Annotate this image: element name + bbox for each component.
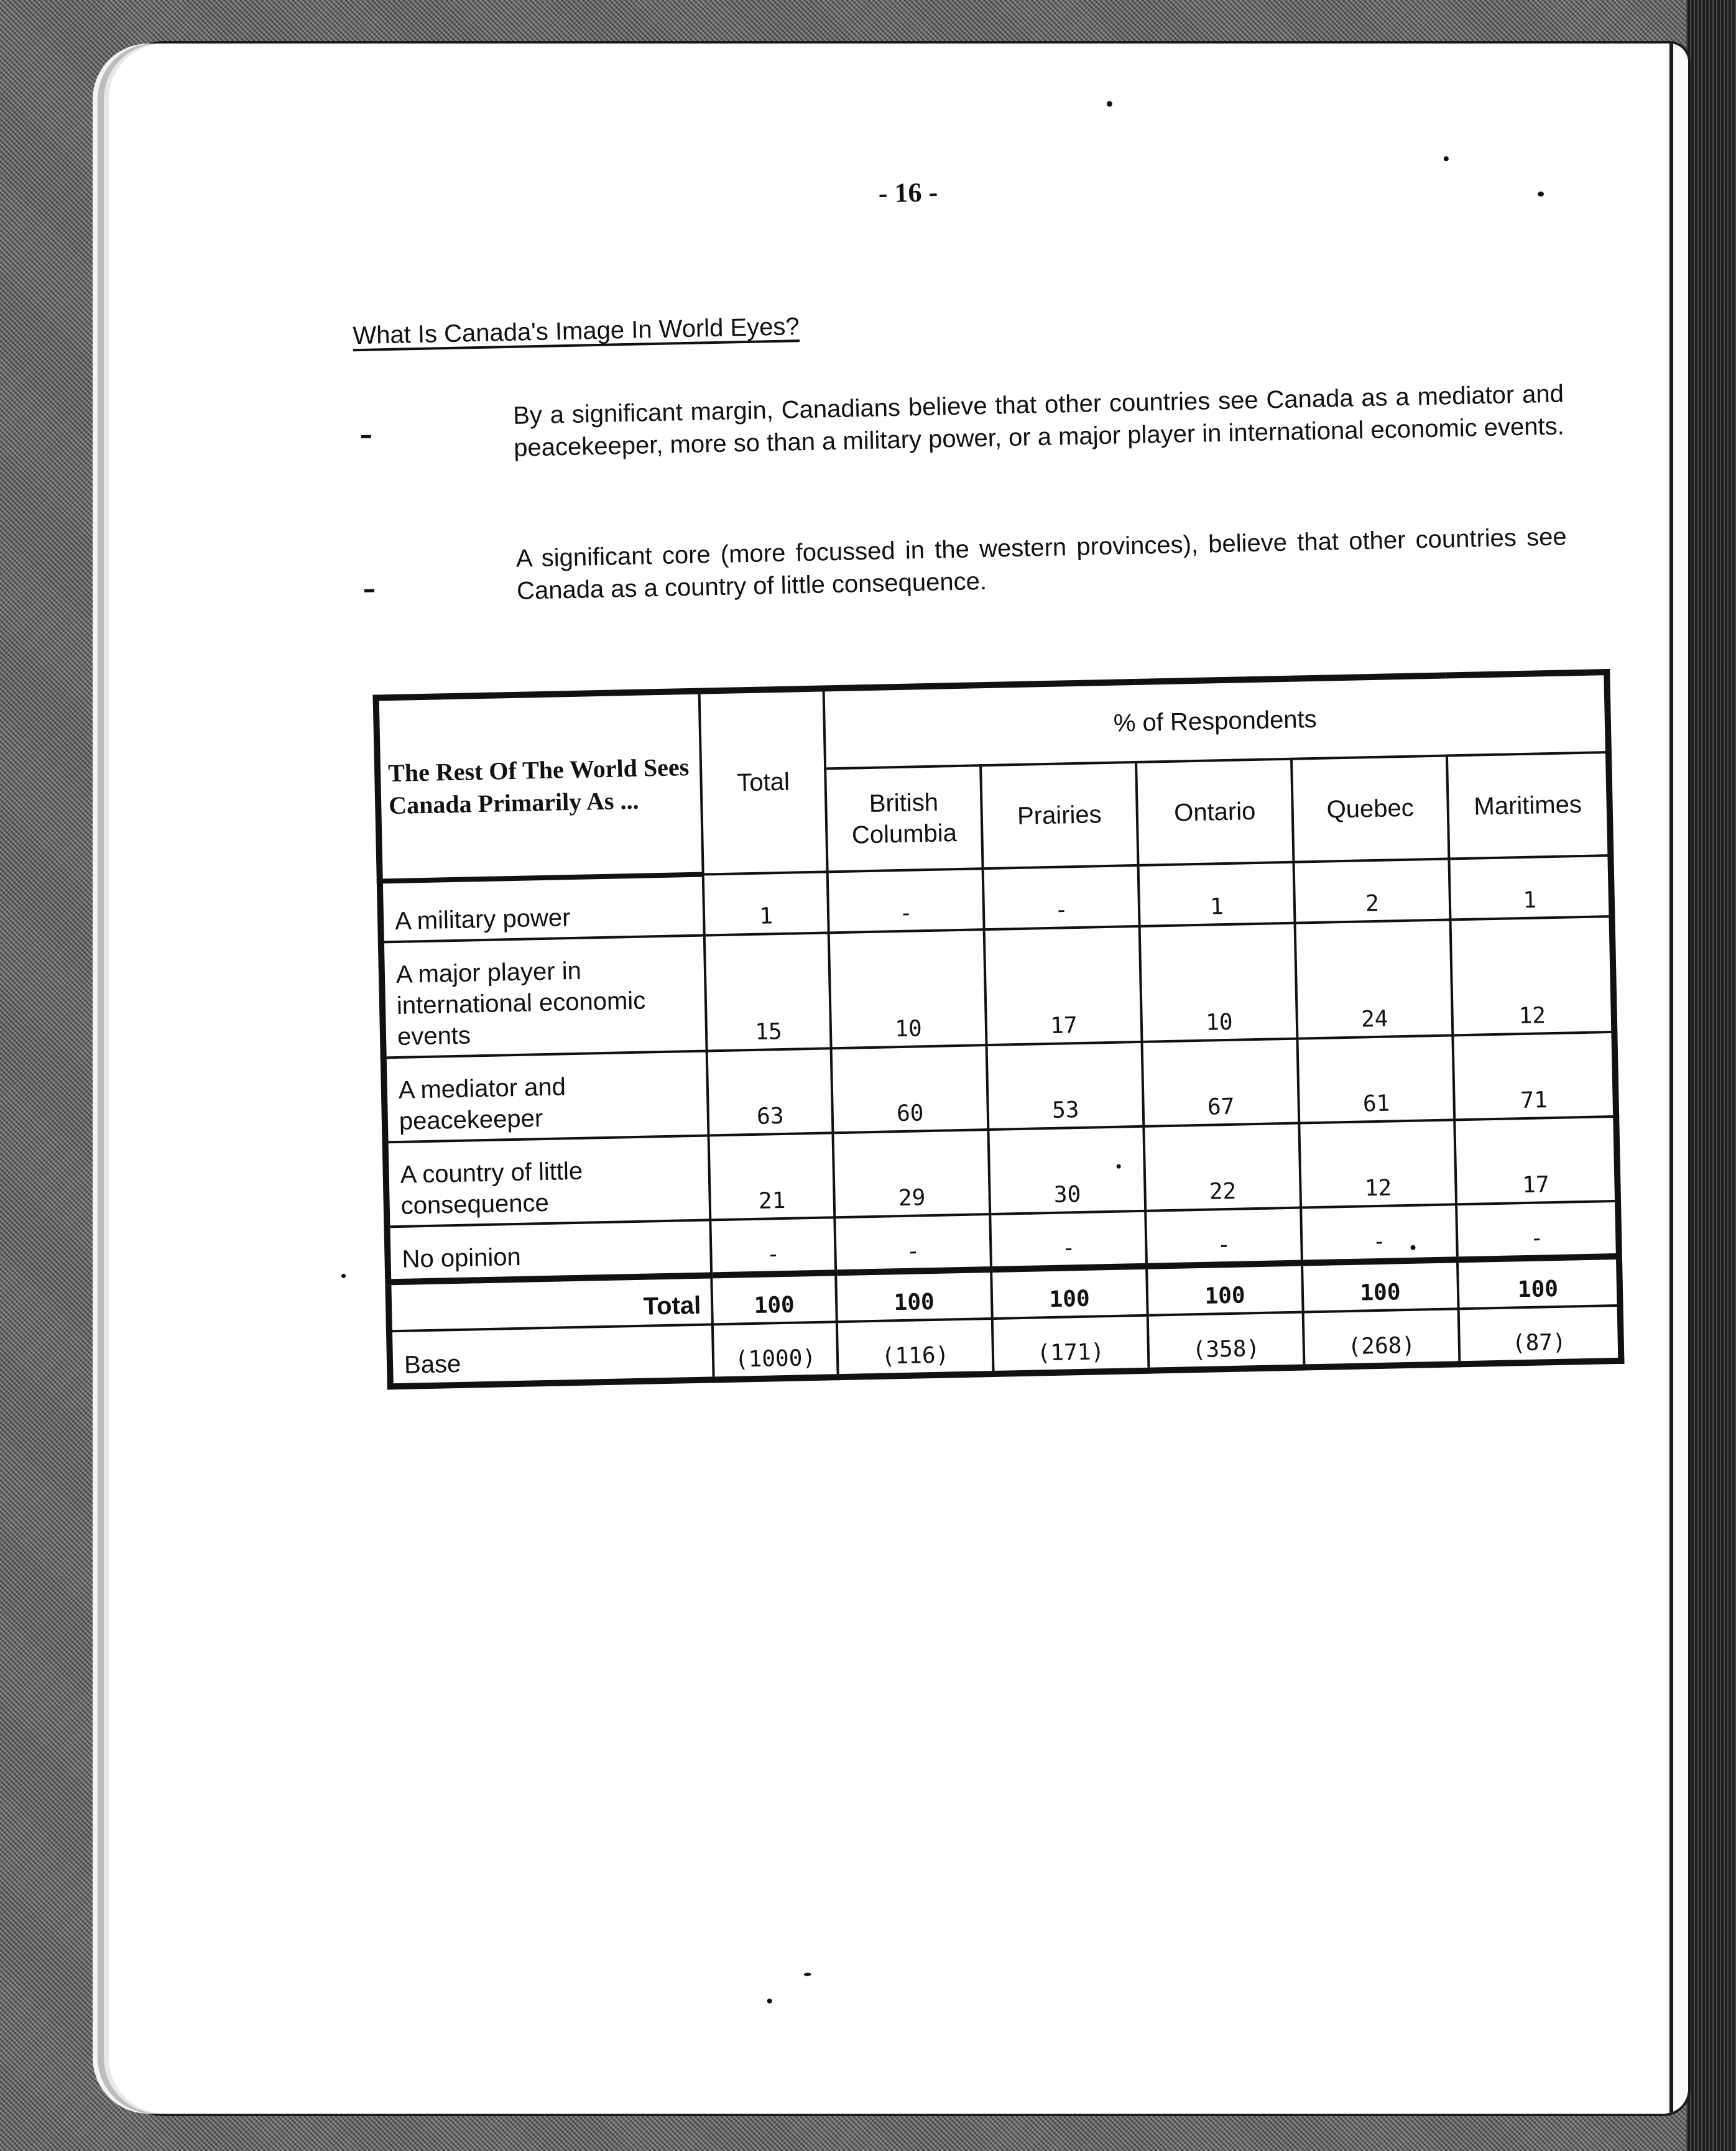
cell-british-columbia: - [834,1214,991,1273]
region-header-ontario: Ontario [1136,759,1293,865]
cell-ontario: 1 [1138,862,1295,926]
page-number: - 16 - [878,177,938,209]
cell-prairies: (171) [992,1315,1149,1374]
cell-ontario: - [1145,1208,1302,1266]
bullet-dash-2 [364,589,374,592]
scan-speck [804,1973,811,1976]
section-title: What Is Canada's Image In World Eyes? [352,313,800,350]
cell-quebec: 12 [1299,1120,1456,1207]
scan-speck [1444,156,1449,161]
cell-total: 15 [704,933,831,1051]
cell-british-columbia: 29 [833,1130,990,1217]
respondents-group-header: % of Respondents [823,672,1608,768]
region-header-prairies: Prairies [981,762,1138,868]
cell-ontario: 100 [1147,1263,1303,1315]
row-label: A mediator and peacekeeper [384,1051,709,1143]
cell-british-columbia: - [828,868,984,933]
cell-prairies: - [983,865,1140,929]
region-header-quebec: Quebec [1291,755,1449,862]
cell-maritimes: 71 [1452,1032,1616,1120]
cell-british-columbia: 100 [836,1269,992,1322]
cell-maritimes: 17 [1454,1117,1618,1204]
cell-total: - [710,1217,836,1275]
scan-speck [1107,101,1112,107]
survey-table [373,669,1625,1389]
cell-ontario: 10 [1140,923,1298,1042]
cell-maritimes: 100 [1457,1256,1620,1309]
scan-speck [341,1274,346,1278]
survey-table-wrapper [373,669,1618,1389]
bullet-dash-1 [361,435,371,438]
row-label: A major player in international economic events [381,936,707,1058]
cell-prairies: - [990,1211,1147,1269]
cell-quebec: - [1301,1204,1457,1263]
region-header-maritimes: Maritimes [1447,752,1610,859]
cell-total: 21 [708,1133,834,1220]
base-row-label: Base [389,1324,714,1386]
scan-speck [1538,191,1544,196]
bullet-text-1: By a significant margin, Canadians believe that other countries see Canada as a mediator and peacekeeper, more so than a military power, or a major player in international economic events. [512,380,1565,462]
cell-quebec: (268) [1303,1309,1460,1367]
row-label: No opinion [387,1220,711,1282]
cell-british-columbia: 10 [829,929,987,1048]
cell-quebec: 24 [1295,919,1453,1038]
cell-prairies: 53 [987,1042,1144,1130]
cell-total: (1000) [713,1322,838,1379]
cell-quebec: 61 [1297,1035,1454,1123]
cell-total: 63 [707,1048,833,1135]
cell-british-columbia: 60 [831,1045,989,1133]
cell-maritimes: 12 [1450,916,1614,1035]
cell-maritimes: 1 [1449,855,1612,919]
cell-ontario: 22 [1143,1123,1301,1211]
binder-edge [1686,0,1736,2151]
cell-maritimes: (87) [1459,1306,1622,1364]
scan-speck [1117,1164,1121,1169]
cell-prairies: 100 [991,1266,1148,1319]
cell-prairies: 17 [984,926,1142,1045]
cell-ontario: 67 [1142,1039,1299,1126]
cell-prairies: 30 [988,1126,1145,1214]
cell-quebec: 2 [1293,859,1450,923]
scan-speck [767,1999,772,2004]
total-column-header: Total [699,688,828,874]
row-label: A country of little consequence [386,1135,711,1227]
cell-total: 100 [711,1273,837,1324]
cell-total: 1 [703,872,829,935]
cell-maritimes: - [1456,1201,1619,1260]
document-page [109,44,1688,2114]
corner-header: The Rest Of The World Sees Canada Primarily As ... [376,691,703,882]
bullet-text-2: A significant core (more focussed in the western provinces), believe that other countries see Canada as a country of little consequence. [515,523,1567,605]
cell-british-columbia: (116) [837,1319,994,1377]
cell-ontario: (358) [1148,1312,1304,1371]
page-content [109,44,1688,2114]
region-header-british-columbia: British Columbia [825,765,982,872]
total-row-label: Total [388,1275,713,1331]
cell-quebec: 100 [1302,1260,1459,1312]
row-label: A military power [380,875,704,942]
